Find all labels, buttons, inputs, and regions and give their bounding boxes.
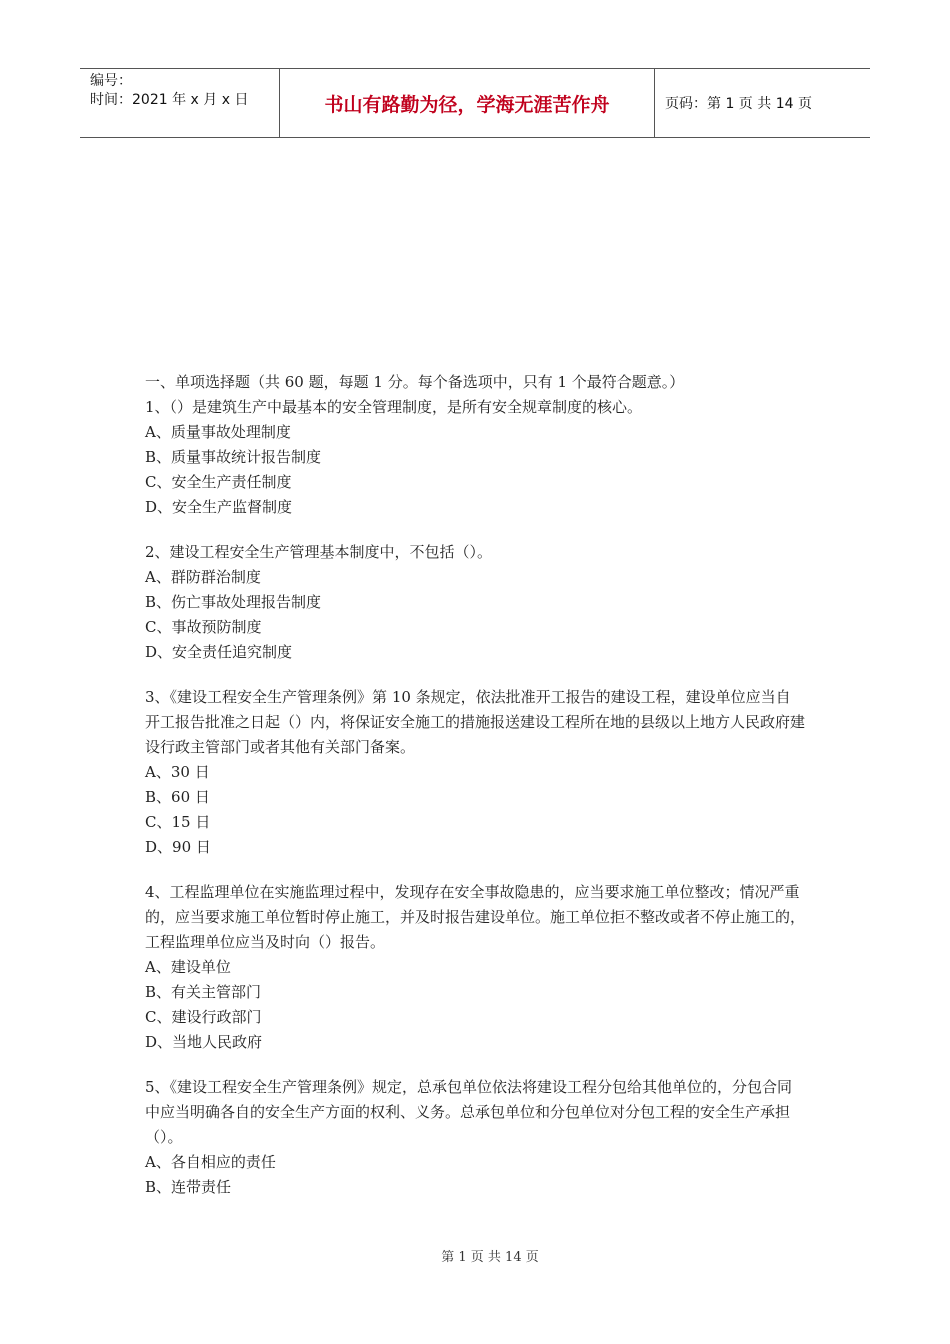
option-a: A、建设单位	[145, 958, 231, 976]
option-a: A、各自相应的责任	[145, 1153, 276, 1171]
question-stem: 1、（）是建筑生产中最基本的安全管理制度，是所有安全规章制度的核心。	[145, 398, 643, 416]
option-b: B、连带责任	[145, 1178, 232, 1196]
question-stem: 2、建设工程安全生产管理基本制度中，不包括（）。	[145, 543, 493, 561]
spacer	[145, 520, 805, 540]
option-b: B、质量事故统计报告制度	[145, 448, 322, 466]
option-d: D、当地人民政府	[145, 1033, 263, 1051]
question-stem: 4、工程监理单位在实施监理过程中，发现存在安全事故隐患的，应当要求施工单位整改；情况严重的，应当要求施工单位暂时停止施工，并及时报告建设单位。施工单位拒不整改或者不停止施工的，工程监理单位应当及时向（）报告。	[145, 883, 806, 951]
question-1	[145, 395, 805, 520]
header-motto: 书山有路勤为径，学海无涯苦作舟	[280, 69, 655, 137]
number-label: 编号：	[90, 73, 132, 89]
option-c: C、安全生产责任制度	[145, 473, 292, 491]
question-stem: 5、《建设工程安全生产管理条例》规定，总承包单位依法将建设工程分包给其他单位的，分包合同中应当明确各自的安全生产方面的权利、义务。总承包单位和分包单位对分包工程的安全生产承担（）。	[145, 1078, 793, 1146]
option-b: B、有关主管部门	[145, 983, 262, 1001]
option-c: C、事故预防制度	[145, 618, 262, 636]
option-d: D、90 日	[145, 838, 211, 856]
option-b: B、60 日	[145, 788, 210, 806]
spacer	[145, 860, 805, 880]
section-title: 一、单项选择题（共 60 题，每题 1 分。每个备选项中，只有 1 个最符合题意。）	[145, 373, 685, 391]
time-label: 时间：2021 年 x 月 x 日	[90, 92, 249, 108]
option-d: D、安全责任追究制度	[145, 643, 293, 661]
spacer	[145, 665, 805, 685]
option-a: A、30 日	[145, 763, 210, 781]
page-footer: 第 1 页 共 14 页	[441, 1250, 539, 1265]
option-d: D、安全生产监督制度	[145, 498, 293, 516]
document-body	[145, 370, 805, 1200]
option-c: C、建设行政部门	[145, 1008, 262, 1026]
option-c: C、15 日	[145, 813, 211, 831]
option-a: A、群防群治制度	[145, 568, 261, 586]
header-meta	[80, 69, 280, 137]
spacer	[145, 1055, 805, 1075]
question-5	[145, 1075, 805, 1200]
header-page-info: 页码：第 1 页 共 14 页	[665, 96, 812, 112]
question-3	[145, 685, 805, 860]
question-2	[145, 540, 805, 665]
question-stem: 3、《建设工程安全生产管理条例》第 10 条规定，依法批准开工报告的建设工程，建设单位应当自开工报告批准之日起（）内，将保证安全施工的措施报送建设工程所在地的县级以上地方人民政府建设行政主管部门或者其他有关部门备案。	[145, 688, 806, 756]
option-b: B、伤亡事故处理报告制度	[145, 593, 322, 611]
option-a: A、质量事故处理制度	[145, 423, 291, 441]
page-header	[80, 68, 870, 138]
question-4	[145, 880, 805, 1055]
